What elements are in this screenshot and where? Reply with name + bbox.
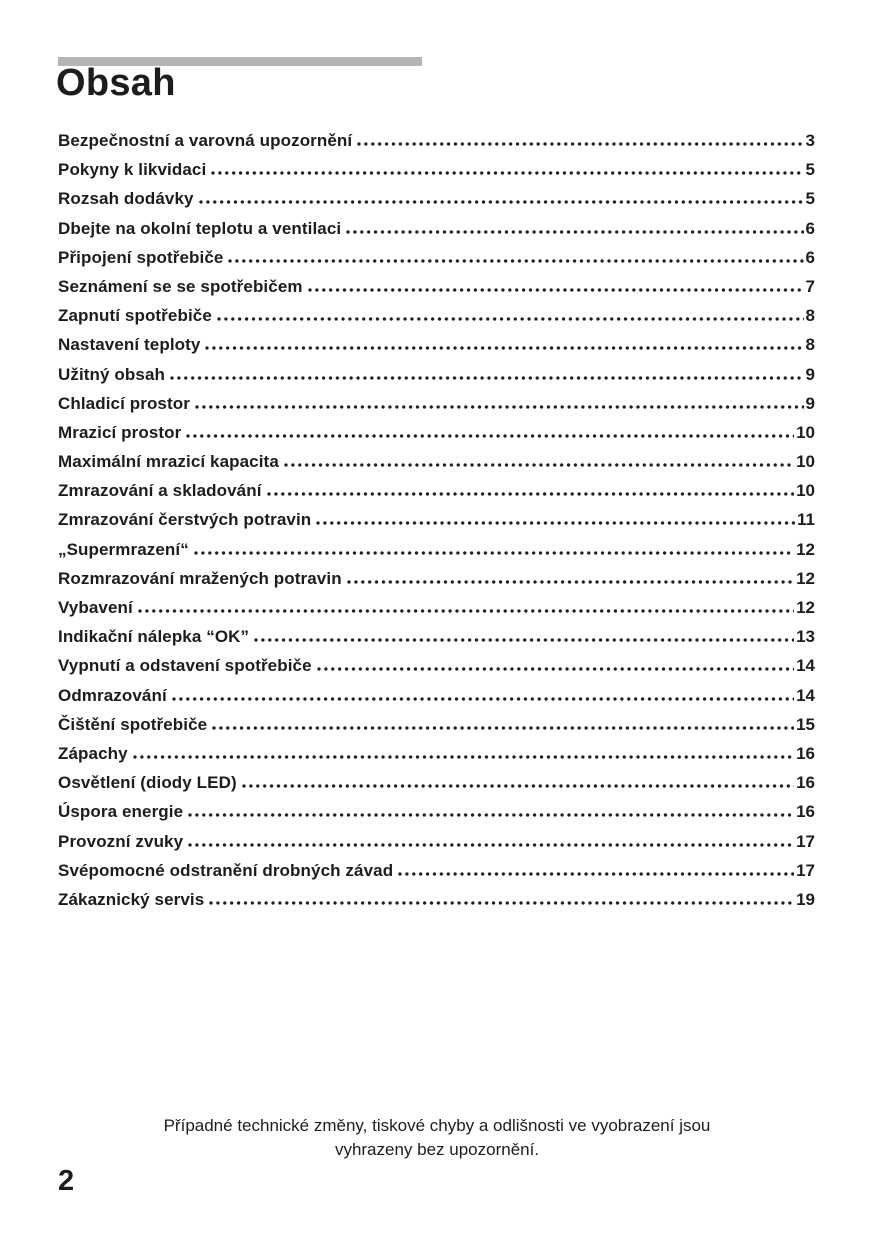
toc-entry[interactable]	[58, 656, 815, 685]
toc-entry-page: 14	[796, 656, 815, 676]
toc-entry[interactable]	[58, 832, 815, 861]
toc-entry[interactable]	[58, 394, 815, 423]
toc-entry[interactable]	[58, 627, 815, 656]
toc-entry-label: Nastavení teploty	[58, 335, 201, 355]
footer-note-line1: Případné technické změny, tiskové chyby a odlišnosti ve vyobrazení jsou	[163, 1116, 711, 1135]
toc-entry-label: Zmrazování a skladování	[58, 481, 262, 501]
toc-entry-label: Chladicí prostor	[58, 393, 190, 413]
toc-dot-leader	[170, 376, 804, 380]
toc-dot-leader	[212, 726, 794, 730]
toc-entry-page: 12	[796, 598, 815, 617]
toc-entry[interactable]	[58, 189, 815, 218]
toc-entry-label: Dbejte na okolní teplotu a ventilaci	[58, 218, 342, 238]
toc-dot-leader	[186, 434, 794, 438]
toc-entry-page: 10	[796, 452, 815, 472]
toc-entry-label: Bezpečnostní a varovná upozornění	[58, 131, 353, 150]
toc-entry-page: 8	[805, 306, 815, 326]
footer-note-line2: vyhrazeny bez upozornění.	[334, 1139, 540, 1159]
toc-entry-label: Rozsah dodávky	[58, 189, 194, 209]
toc-entry-page: 16	[796, 802, 815, 822]
toc-entry-page: 11	[797, 510, 815, 530]
toc-dot-leader	[205, 346, 803, 350]
toc-entry-page: 16	[796, 773, 815, 793]
toc-dot-leader	[195, 405, 804, 409]
toc-entry-page: 17	[796, 860, 815, 880]
toc-entry[interactable]	[58, 335, 815, 364]
toc-entry[interactable]	[58, 890, 815, 919]
toc-entry-label: Pokyny k likvidaci	[58, 160, 207, 180]
toc-entry-page: 7	[805, 276, 815, 296]
toc-entry-page: 19	[796, 889, 815, 909]
toc-entry-label: Svépomocné odstranění drobných závad	[58, 860, 394, 880]
toc-dot-leader	[316, 521, 795, 525]
toc-dot-leader	[211, 171, 803, 175]
toc-dot-leader	[357, 142, 803, 146]
toc-entry-label: Seznámení se se spotřebičem	[58, 276, 303, 296]
toc-entry-page: 10	[796, 422, 815, 442]
toc-entry-label: Vypnutí a odstavení spotřebiče	[58, 656, 312, 676]
toc-entry-page: 17	[796, 831, 815, 851]
toc-entry-label: Zápachy	[58, 743, 128, 763]
toc-entry-page: 9	[805, 393, 815, 413]
toc-dot-leader	[209, 901, 794, 905]
toc-entry[interactable]	[58, 306, 815, 335]
toc-entry-label: Připojení spotřebiče	[58, 247, 224, 267]
toc-entry[interactable]	[58, 744, 815, 773]
toc-entry-label: Vybavení	[58, 598, 133, 617]
toc-entry-label: Zapnutí spotřebiče	[58, 306, 212, 326]
toc-entry[interactable]	[58, 219, 815, 248]
toc-dot-leader	[284, 463, 794, 467]
toc-entry-page: 5	[805, 160, 815, 180]
toc-entry[interactable]	[58, 540, 815, 569]
toc-entry-label: Zákaznický servis	[58, 889, 205, 909]
toc-entry-label: Osvětlení (diody LED)	[58, 773, 237, 793]
toc-dot-leader	[242, 784, 794, 788]
toc-entry-page: 8	[805, 335, 815, 355]
toc-entry[interactable]	[58, 160, 815, 189]
toc-dot-leader	[194, 551, 794, 555]
toc-entry[interactable]	[58, 598, 815, 627]
toc-entry-page: 6	[805, 218, 815, 238]
footer-note	[0, 1114, 874, 1161]
toc-entry-label: Užitný obsah	[58, 364, 165, 384]
toc-dot-leader	[217, 317, 804, 321]
toc-dot-leader	[138, 609, 794, 613]
toc-entry[interactable]	[58, 861, 815, 890]
toc-entry[interactable]	[58, 277, 815, 306]
toc-entry[interactable]	[58, 686, 815, 715]
toc-dot-leader	[308, 288, 804, 292]
toc-entry-label: Čištění spotřebiče	[58, 714, 208, 734]
page-number: 2	[58, 1165, 75, 1197]
toc-entry[interactable]	[58, 452, 815, 481]
toc-entry-page: 12	[796, 539, 815, 559]
toc-entry-label: Odmrazování	[58, 685, 167, 705]
toc-entry[interactable]	[58, 569, 815, 598]
toc-entry-page: 14	[796, 685, 815, 705]
toc-entry[interactable]	[58, 365, 815, 394]
toc-dot-leader	[254, 638, 794, 642]
toc-entry[interactable]	[58, 773, 815, 802]
toc-entry-label: Mrazicí prostor	[58, 422, 182, 442]
toc-entry[interactable]	[58, 510, 815, 539]
toc-dot-leader	[347, 580, 794, 584]
toc-entry-page: 9	[805, 364, 815, 384]
toc-entry-label: Provozní zvuky	[58, 831, 184, 851]
toc-entry-page: 10	[796, 481, 815, 501]
toc-entry-label: „Supermrazení“	[58, 539, 189, 559]
toc-dot-leader	[317, 667, 794, 671]
toc-entry-page: 16	[796, 743, 815, 763]
toc-dot-leader	[398, 872, 794, 876]
toc-entry-page: 12	[796, 568, 815, 588]
toc-entry-label: Indikační nálepka “OK”	[58, 627, 250, 647]
toc-dot-leader	[228, 259, 803, 263]
toc-dot-leader	[172, 697, 794, 701]
toc-entry[interactable]	[58, 248, 815, 277]
toc-dot-leader	[267, 492, 795, 496]
toc-dot-leader	[346, 230, 803, 234]
toc-entry-page: 13	[796, 627, 815, 647]
toc-entry[interactable]	[58, 131, 815, 160]
table-of-contents	[58, 131, 815, 919]
toc-entry[interactable]	[58, 423, 815, 452]
page-title: Obsah	[56, 62, 176, 104]
toc-dot-leader	[199, 200, 804, 204]
toc-entry-page: 15	[796, 714, 815, 734]
toc-entry-label: Maximální mrazicí kapacita	[58, 452, 279, 472]
toc-entry-page: 3	[805, 131, 815, 150]
toc-entry[interactable]	[58, 715, 815, 744]
toc-entry-label: Úspora energie	[58, 802, 184, 822]
toc-dot-leader	[188, 843, 794, 847]
toc-entry[interactable]	[58, 802, 815, 831]
toc-entry-label: Zmrazování čerstvých potravin	[58, 510, 312, 530]
toc-entry-page: 5	[805, 189, 815, 209]
toc-entry-page: 6	[805, 247, 815, 267]
toc-dot-leader	[188, 813, 794, 817]
toc-dot-leader	[133, 755, 794, 759]
toc-entry-label: Rozmrazování mražených potravin	[58, 568, 342, 588]
toc-entry[interactable]	[58, 481, 815, 510]
